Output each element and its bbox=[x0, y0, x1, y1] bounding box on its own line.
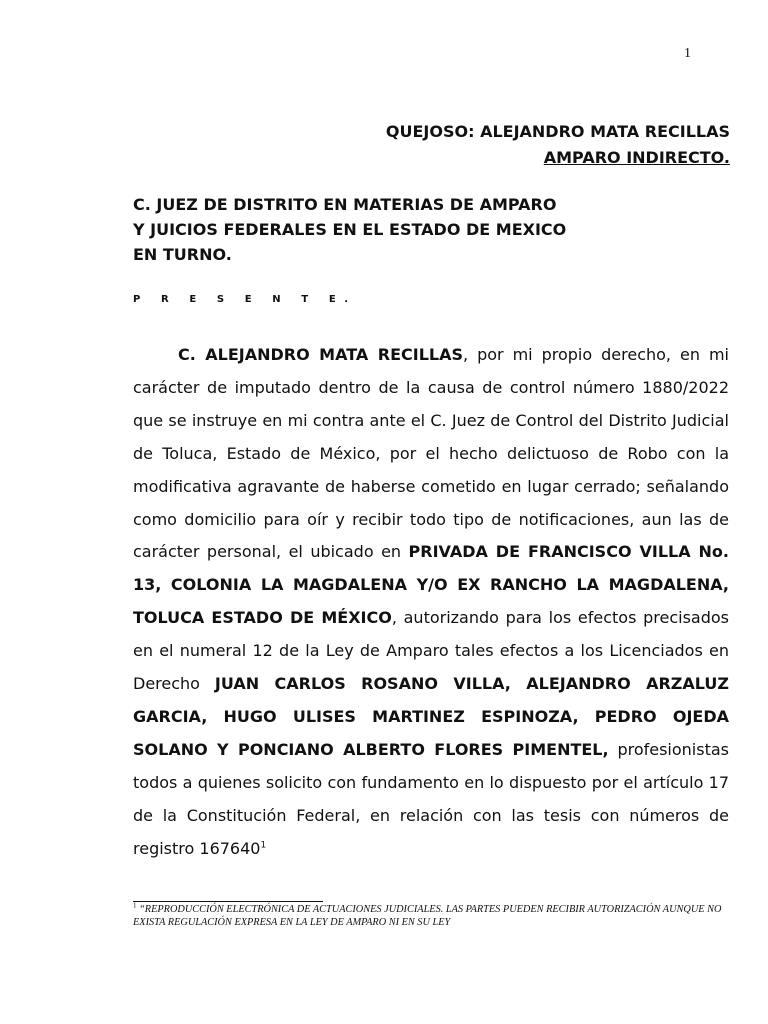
footnote bbox=[133, 903, 729, 929]
address-text: PRIVADA DE FRANCISCO VILLA No. 13, COLONIA LA MAGDALENA Y/O EX RANCHO LA MAGDALENA, TOLUCA ESTADO DE MÉXICO bbox=[133, 542, 729, 628]
amparo-line: AMPARO INDIRECTO. bbox=[543, 148, 730, 167]
addressee-line-3: EN TURNO. bbox=[133, 245, 232, 264]
quejoso-line: QUEJOSO: ALEJANDRO MATA RECILLAS bbox=[385, 122, 730, 141]
case-header bbox=[386, 119, 730, 171]
footnote-reference: 1 bbox=[260, 840, 267, 851]
body-text-2: , autorizando para los efectos precisados en el numeral 12 de la Ley de Amparo tales efectos a los Licenciados en Derecho bbox=[133, 608, 730, 694]
addressee-line-1: C. JUEZ DE DISTRITO EN MATERIAS DE AMPARO bbox=[133, 195, 557, 214]
footnote-divider bbox=[133, 901, 323, 902]
body-paragraph bbox=[133, 339, 729, 866]
body-text-1: , por mi propio derecho, en mi carácter de imputado dentro de la causa de control número 1880/2022 que se instruye en mi contra ante el C. Juez de Control del Distrito Judicial de Toluca, Estado de México, por el hecho delictuoso de Robo con la modificativa agravante de haberse cometido en lugar cerrado; señalando como domicilio para oír y recibir todo tipo de notificaciones, aun las de carácter personal, el ubicado en bbox=[133, 345, 729, 562]
body-text-3: profesionistas todos a quienes solicito con fundamento en lo dispuesto por el artículo 17 de la Constitución Federal, en relación con las tesis con números de registro 167640 bbox=[133, 739, 729, 858]
addressee-block bbox=[133, 192, 566, 267]
addressee-line-2: Y JUICIOS FEDERALES EN EL ESTADO DE MEXICO bbox=[133, 220, 567, 239]
presente-label: P R E S E N T E. bbox=[133, 294, 357, 305]
footnote-text: “REPRODUCCIÓN ELECTRÓNICA DE ACTUACIONES JUDICIALES. LAS PARTES PUEDEN RECIBIR AUTORIZACIÓN AUNQUE NO EXISTA REGULACIÓN EXPRESA EN LA LEY DE AMPARO NI EN SU LEY bbox=[133, 904, 722, 928]
footnote-marker: 1 bbox=[133, 901, 137, 910]
page-number: 1 bbox=[684, 46, 691, 61]
lawyers-names: JUAN CARLOS ROSANO VILLA, ALEJANDRO ARZALUZ GARCIA, HUGO ULISES MARTINEZ ESPINOZA, PEDRO OJEDA SOLANO Y PONCIANO ALBERTO FLORES PIMENTEL, bbox=[133, 674, 730, 759]
petitioner-name: C. ALEJANDRO MATA RECILLAS bbox=[178, 345, 464, 364]
